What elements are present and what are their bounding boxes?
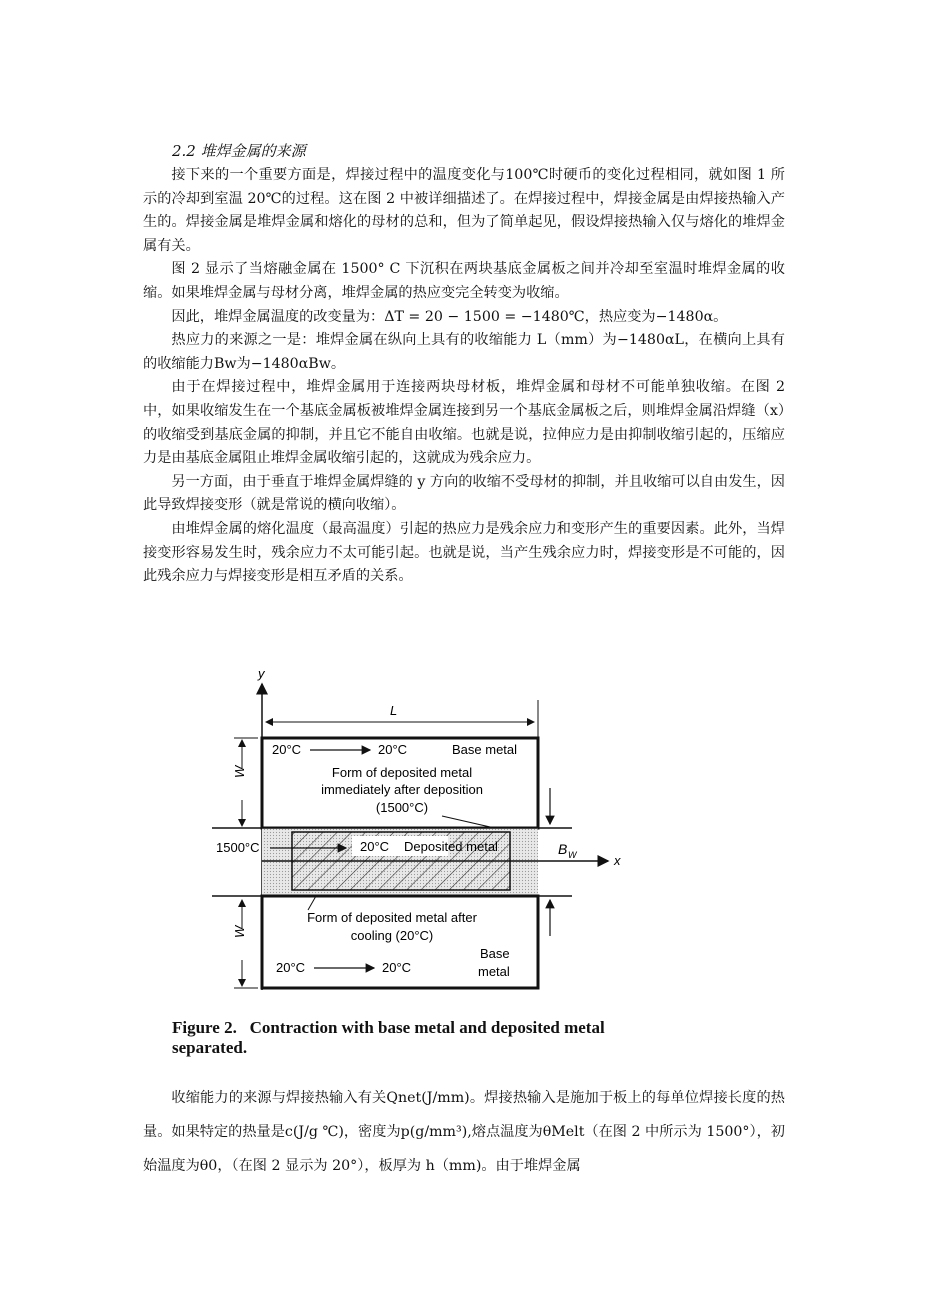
caption-line-1: Figure 2. Contraction with base metal and deposited metal — [172, 1018, 605, 1037]
contraction-diagram — [212, 660, 632, 1000]
y-axis-label: y — [258, 666, 265, 681]
bw-label: B — [558, 841, 568, 857]
figure-2 — [212, 660, 632, 1004]
length-label: L — [390, 703, 398, 718]
caption-line-2: separated. — [172, 1038, 248, 1057]
paragraph-6: 另一方面，由于垂直于堆焊金属焊缝的 y 方向的收缩不受母材的抑制，并且收缩可以自由发生，因此导致焊接变形（就是常说的横向收缩）。 — [143, 473, 785, 514]
paragraph-7: 由堆焊金属的熔化温度（最高温度）引起的热应力是残余应力和变形产生的重要因素。此外，当焊接变形容易发生时，残余应力不太可能引起。也就是说，当产生残余应力时，焊接变形是不可能的，因此残余应力与焊接变形是相互矛盾的关系。 — [143, 520, 785, 585]
paragraph-1: 接下来的一个重要方面是，焊接过程中的温度变化与100℃时硬币的变化过程相同，就如图 1 所示的冷却到室温 20℃的过程。这在图 2 中被详细描述了。在焊接过程中，焊接金属是由焊接热输入产生的。焊接金属是堆焊金属和熔化的母材的总和，但为了简单起见，假设焊接热输入仅与熔化的堆焊金属有关。 — [143, 167, 785, 254]
form-after-line1: Form of deposited metal after — [307, 910, 477, 925]
top-left-temp: 20°C — [272, 742, 302, 757]
paragraph-after-figure: 收缩能力的来源与焊接热输入有关Qnet(J/mm)。焊接热输入是施加于板上的每单位焊接长度的热量。如果特定的热量是c(J/g ℃)，密度为p(g/mm³),熔点温度为θMelt（在图 2 中所示为 1500°），初始温度为θ0，（在图 2 显示为 20°），板厚为 h（mm)。由于堆焊金属 — [143, 1090, 785, 1174]
figure-caption — [172, 1018, 692, 1058]
form-before-line2: immediately after deposition — [321, 782, 483, 797]
top-base-metal-label: Base metal — [452, 742, 518, 757]
x-axis-label: x — [614, 853, 621, 868]
bottom-base-label-1: Base — [480, 946, 510, 961]
bottom-right-temp: 20°C — [382, 960, 412, 975]
section-heading: 2.2 堆焊金属的来源 — [172, 142, 306, 160]
bw-label-sub: W — [568, 850, 577, 860]
form-after-line2: cooling (20°C) — [350, 928, 434, 943]
form-before-line3: (1500°C) — [375, 800, 429, 815]
left-temp: 1500°C — [216, 840, 260, 855]
deposit-label: Deposited metal — [404, 839, 498, 854]
width-label-top: W — [232, 765, 247, 778]
top-right-temp: 20°C — [378, 742, 408, 757]
form-before-line1: Form of deposited metal — [331, 765, 473, 780]
paragraph-4: 热应力的来源之一是：堆焊金属在纵向上具有的收缩能力 L（mm）为−1480αL，在横向上具有的收缩能力Bw为−1480αBw。 — [143, 332, 785, 372]
paragraph-5: 由于在焊接过程中，堆焊金属用于连接两块母材板，堆焊金属和母材不可能单独收缩。在图 2 中，如果收缩发生在一个基底金属板被堆焊金属连接到另一个基底金属板之后，则堆焊金属沿焊缝（x）的收缩受到基底金属的抑制，并且它不能自由收缩。也就是说，拉伸应力是由抑制收缩引起的，压缩应力是由基底金属阻止堆焊金属收缩引起的，这就成为残余应力。 — [143, 379, 785, 467]
bottom-left-temp: 20°C — [276, 960, 306, 975]
deposit-temp: 20°C — [360, 839, 390, 854]
paragraph-3: 因此，堆焊金属温度的改变量为：ΔT = 20 − 1500 = −1480℃，热应变为−1480α。 — [171, 308, 728, 325]
paragraph-2: 图 2 显示了当熔融金属在 1500° C 下沉积在两块基底金属板之间并冷却至室温时堆焊金属的收缩。如果堆焊金属与母材分离，堆焊金属的热应变完全转变为收缩。 — [143, 261, 785, 301]
body-text — [143, 164, 785, 589]
body-text-after-figure — [143, 1081, 785, 1183]
width-label-bottom: W — [232, 925, 247, 938]
bottom-base-label-2: metal — [478, 964, 510, 979]
